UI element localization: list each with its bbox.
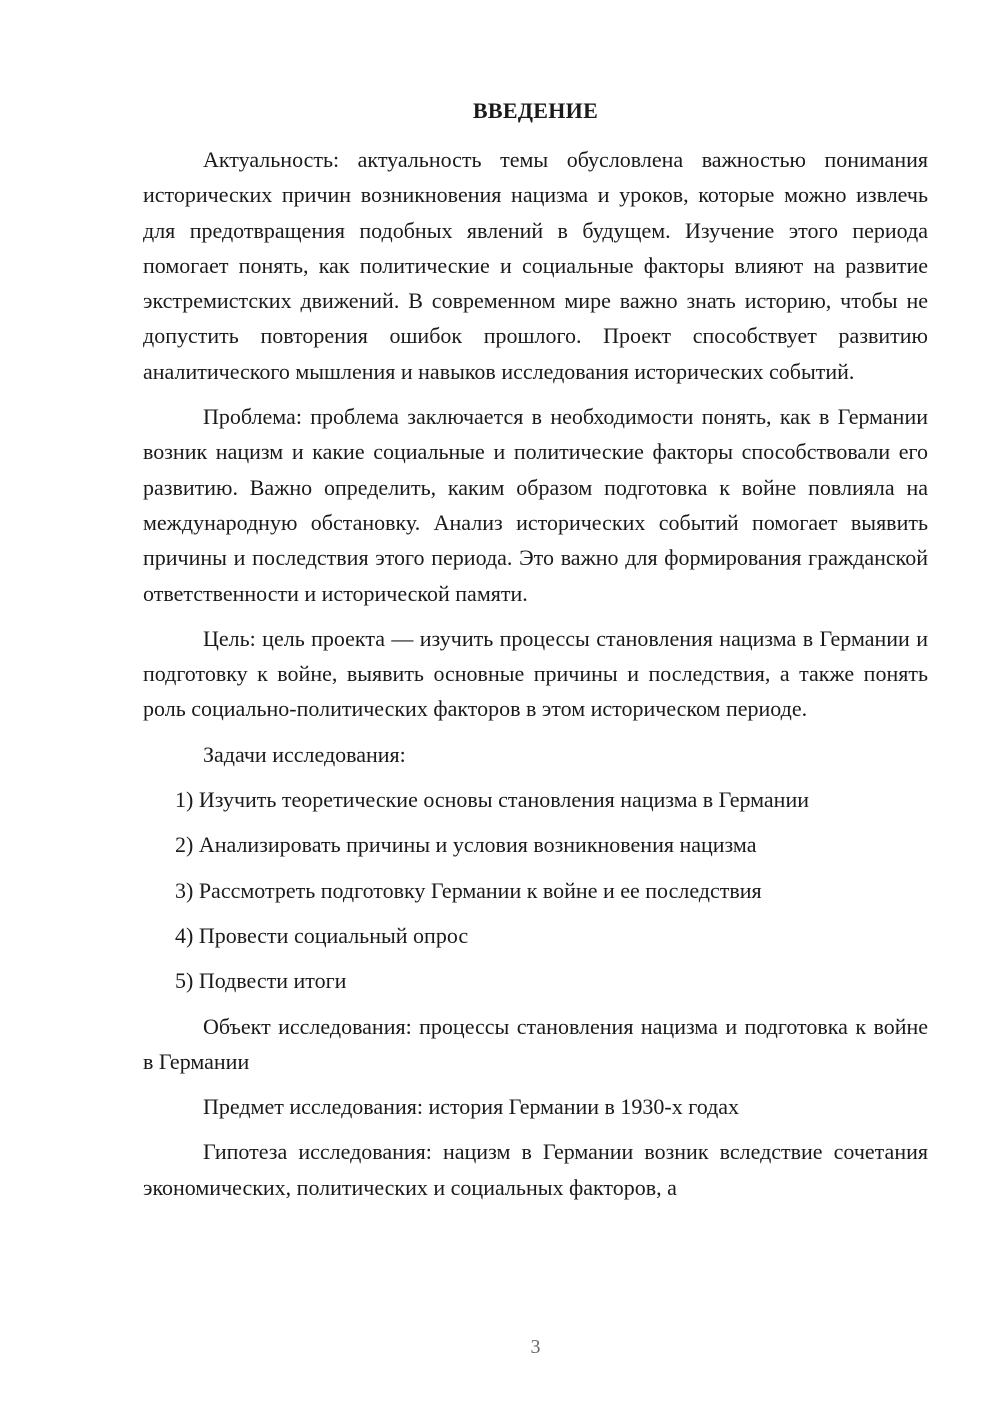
page-number: 3 (530, 1336, 541, 1358)
tasks-heading: Задачи исследования: (203, 741, 406, 767)
task-item: 2) Анализировать причины и условия возникновения нацизма (175, 832, 757, 858)
document-body (143, 142, 928, 1215)
hypothesis-paragraph: Гипотеза исследования: нацизм в Германии возник вследствие сочетания экономических, политических и социальных факторов, а (143, 1139, 928, 1200)
problem-paragraph: Проблема: проблема заключается в необходимости понять, как в Германии возник нацизм и какие социальные и политические факторы способствовали его развитию. Важно определить, каким образом подготовка к войне повлияла на международную обстановку. Анализ исторических событий помогает выявить причины и последствия этого периода. Это важно для формирования гражданской ответственности и исторической памяти. (143, 404, 928, 606)
object-paragraph: Объект исследования: процессы становления нацизма и подготовка к войне в Германии (143, 1013, 928, 1074)
task-item: 4) Провести социальный опрос (175, 922, 469, 948)
task-item: 1) Изучить теоретические основы становления нацизма в Германии (175, 787, 809, 813)
page-title: ВВЕДЕНИЕ (472, 98, 599, 123)
task-item: 3) Рассмотреть подготовку Германии к войне и ее последствия (175, 877, 762, 903)
relevance-paragraph: Актуальность: актуальность темы обусловлена важностью понимания исторических причин возникновения нацизма и уроков, которые можно извлечь для предотвращения подобных явлений в будущем. Изучение этого периода помогает понять, как политические и социальные факторы влияют на развитие экстремистских движений. В современном мире важно знать историю, чтобы не допустить повторения ошибок прошлого. Проект способствует развитию аналитического мышления и навыков исследования исторических событий. (143, 147, 928, 384)
task-item: 5) Подвести итоги (175, 968, 347, 994)
goal-paragraph: Цель: цель проекта — изучить процессы становления нацизма в Германии и подготовку к войне, выявить основные причины и последствия, а также понять роль социально-политических факторов в этом историческом периоде. (143, 625, 928, 722)
subject-paragraph: Предмет исследования: история Германии в 1930-х годах (203, 1094, 740, 1120)
